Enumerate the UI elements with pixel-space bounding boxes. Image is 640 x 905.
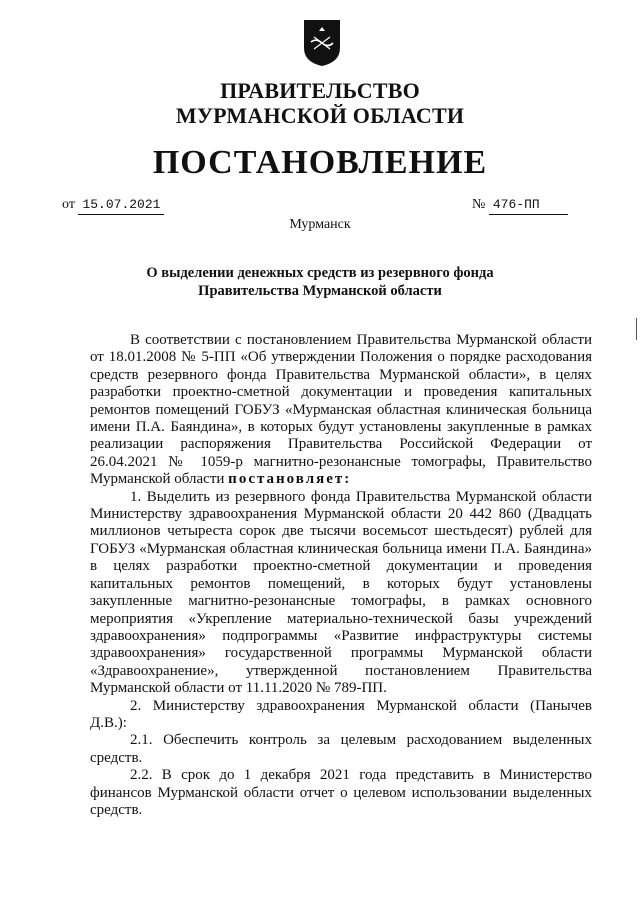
- number-line: [472, 196, 568, 215]
- document-number: 476-ПП: [489, 196, 568, 215]
- preamble-paragraph: [90, 332, 592, 489]
- item-1: 1. Выделить из резервного фонда Правительства Мурманской области Министерству здравоохранения Мурманской области 20 442 860 (Двадцать миллионов четыреста сорок две тысячи восемьсот шестьдесят) рублей для ГОБУЗ «Мурманская областная клиническая больница имени П.А. Баяндина» в целях разработки проектно-сметной документации и проведения капитальных ремонтов помещений, в которых будут установлены закупленные магнитно-резонансные томографы, в рамках основного мероприятия «Укрепление материально-технической базы учреждений здравоохранения» подпрограммы «Развитие инфраструктуры системы здравоохранения» государственной программы Мурманской области «Здравоохранение», утвержденной постановлением Правительства Мурманской области от 11.11.2020 № 789-ПП.: [90, 488, 592, 697]
- date-prefix: от: [62, 197, 75, 212]
- item-2: 2. Министерству здравоохранения Мурманской области (Панычев Д.В.):: [90, 697, 592, 731]
- item-2-2: 2.2. В срок до 1 декабря 2021 года представить в Министерство финансов Мурманской области отчет о целевом использовании выделенных средств.: [90, 767, 592, 818]
- resolves-word: постановляет:: [228, 471, 352, 488]
- margin-mark: [636, 318, 637, 340]
- document-body: [90, 332, 592, 819]
- date-line: [62, 196, 164, 215]
- coat-of-arms-icon: [302, 18, 342, 68]
- subject-line1: О выделении денежных средств из резервного фонда: [146, 265, 494, 281]
- subject-line2: Правительства Мурманской области: [198, 283, 442, 299]
- document-type: ПОСТАНОВЛЕНИЕ: [152, 144, 488, 181]
- item-2-1: 2.1. Обеспечить контроль за целевым расходованием выделенных средств.: [90, 732, 592, 766]
- preamble-text: В соответствии с постановлением Правительства Мурманской области от 18.01.2008 № 5-ПП «Об утверждении Положения о порядке расходования средств резервного фонда Правительства Мурманской области», в целях разработки проектно-сметной документации и проведения капитальных ремонтов помещений ГОБУЗ «Мурманская областная клиническая больница имени П.А. Баяндина», в которых будут установлены закупленные в рамках реализации распоряжения Правительства Российской Федерации от 26.04.2021 № 1059-р магнитно-резонансные томографы, Правительство Мурманской области: [90, 332, 592, 488]
- city: Мурманск: [289, 217, 351, 232]
- document-subject: [0, 264, 640, 300]
- government-title-line1: ПРАВИТЕЛЬСТВО: [220, 78, 420, 103]
- document-date: 15.07.2021: [78, 196, 164, 215]
- government-title-line2: МУРМАНСКОЙ ОБЛАСТИ: [175, 103, 465, 128]
- number-prefix: №: [472, 197, 486, 212]
